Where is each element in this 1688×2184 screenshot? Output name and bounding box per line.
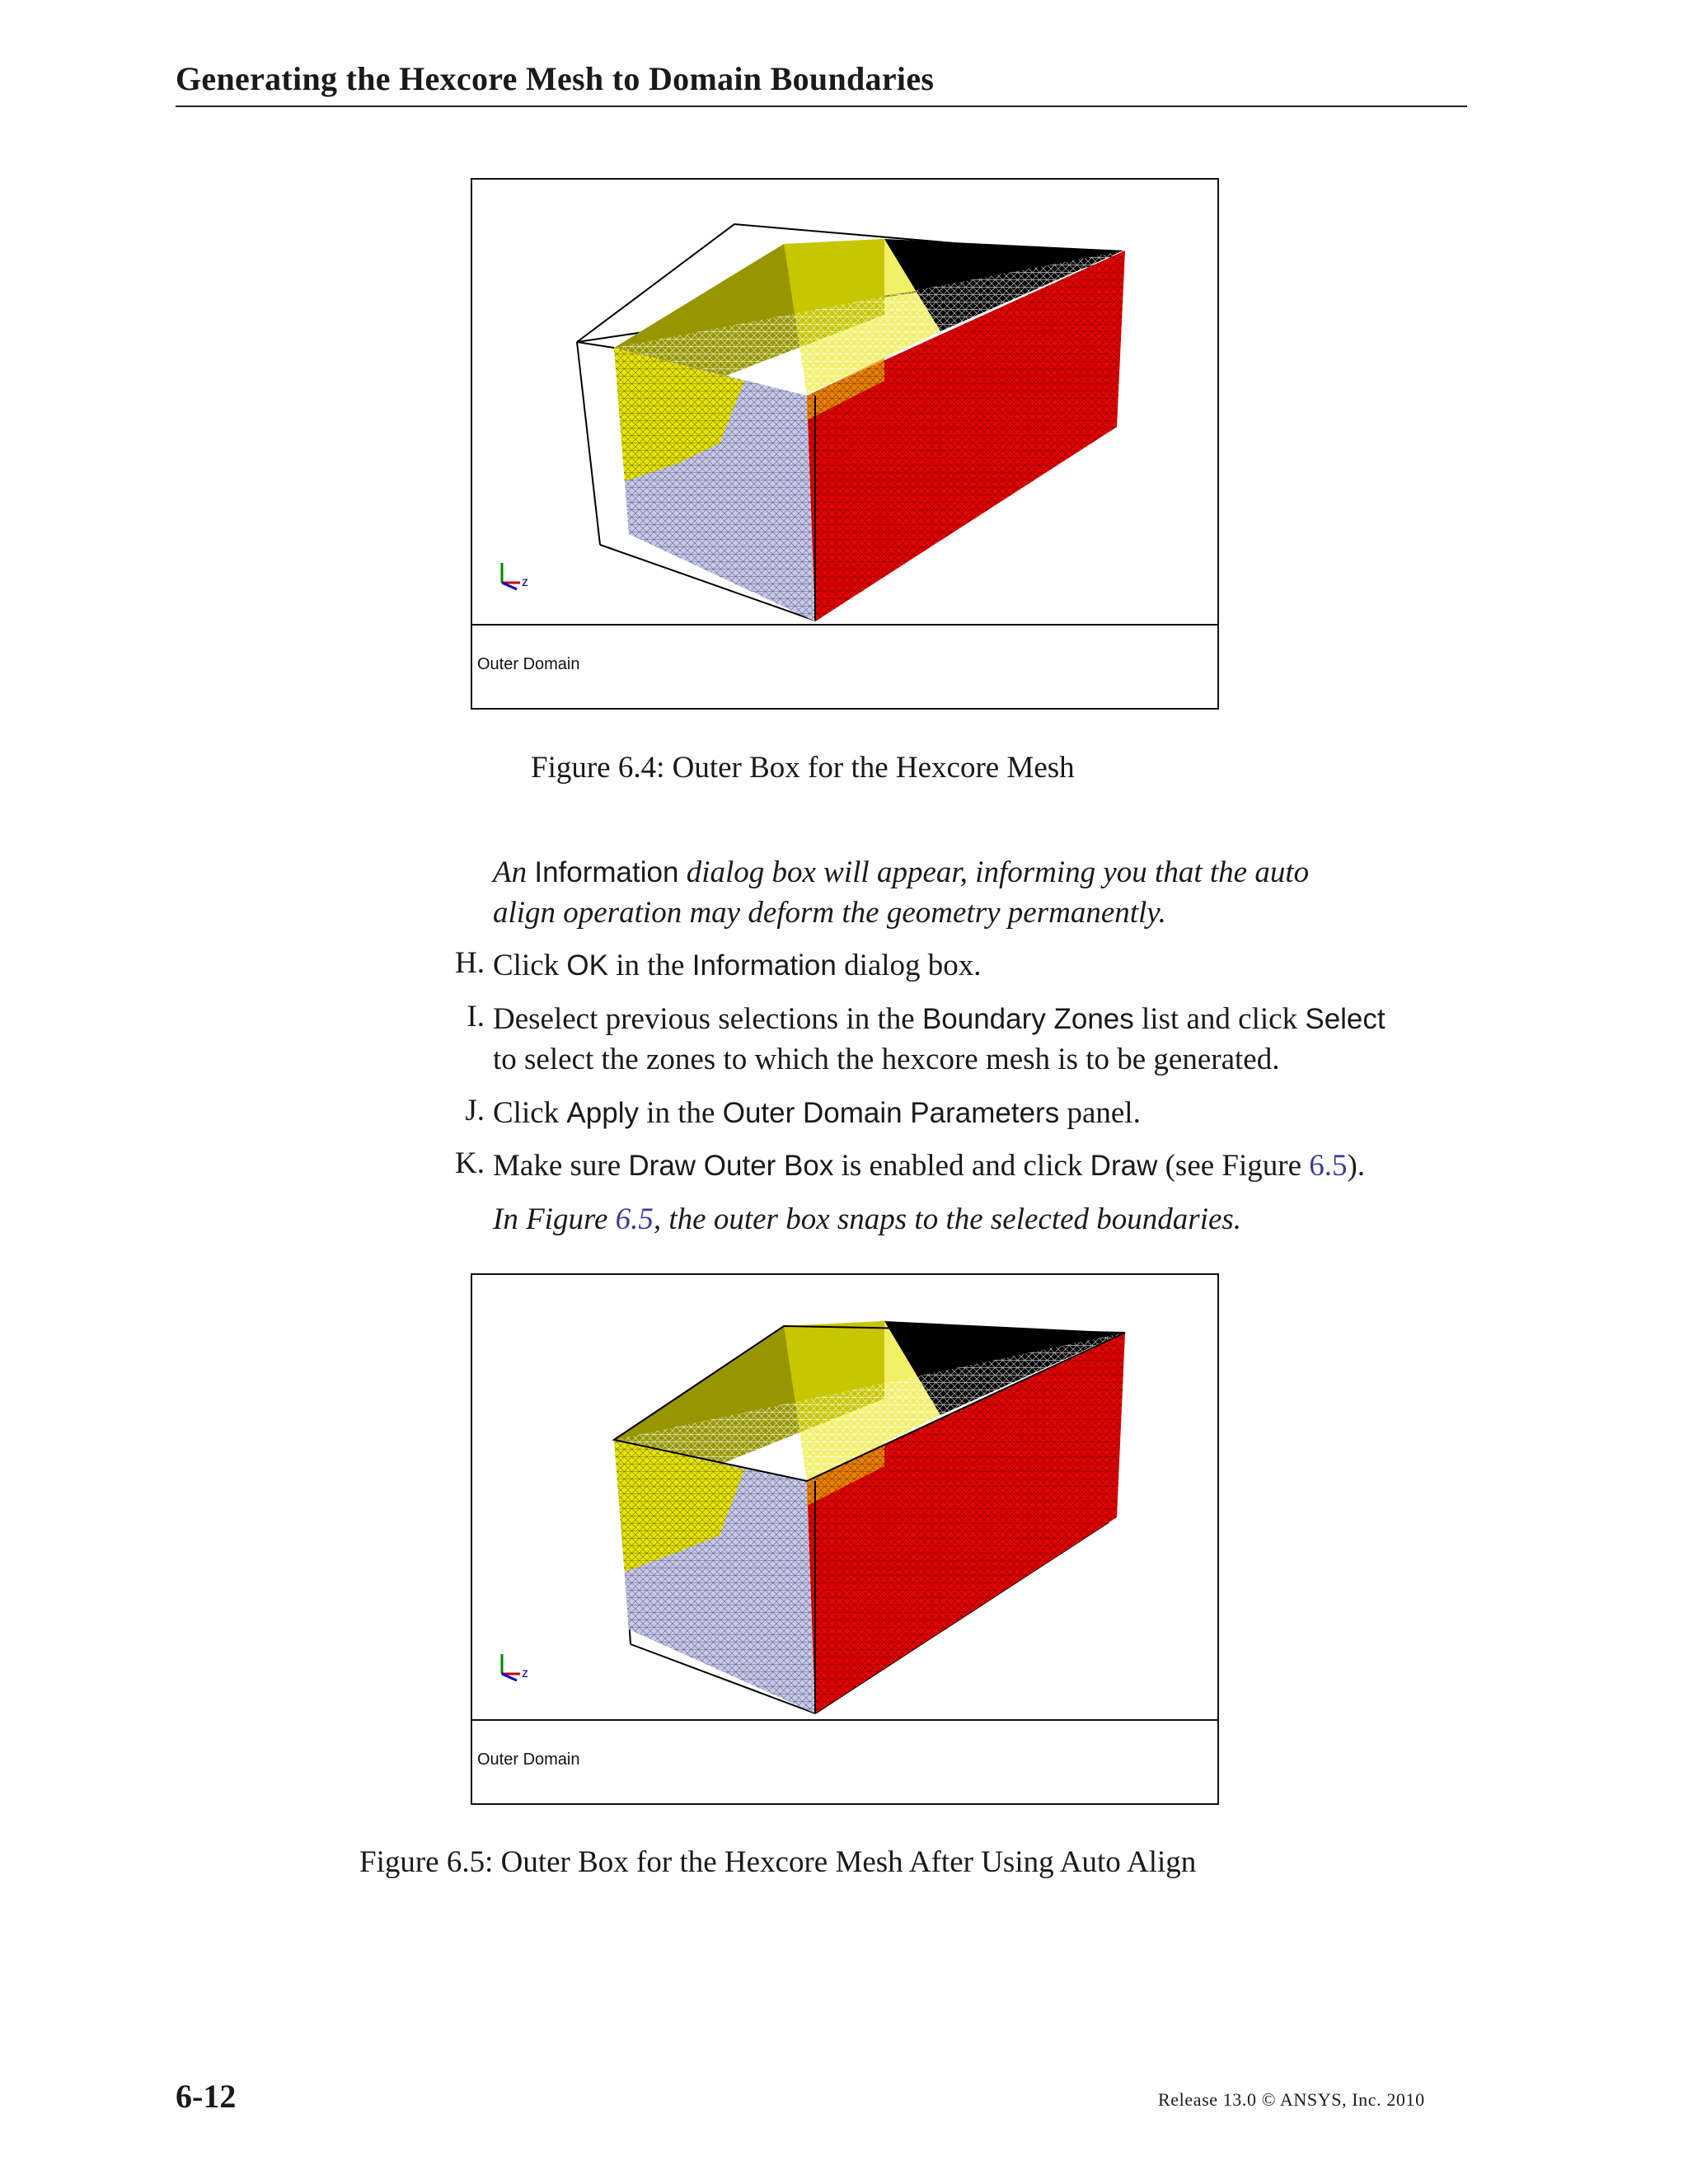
header-rule: [176, 105, 1467, 107]
list-marker: H.: [455, 946, 485, 980]
svg-text:z: z: [522, 575, 528, 589]
figure-6-5: [471, 1273, 1219, 1805]
axis-triad-icon: [502, 1654, 528, 1680]
graphics-status-bar: [472, 1719, 1217, 1803]
axis-triad-icon: [502, 563, 528, 589]
note-2: In Figure 6.5, the outer box snaps to the selected boundaries.: [493, 1202, 1242, 1236]
step-i-line-2: to select the zones to which the hexcore mesh is to be generated.: [493, 1043, 1280, 1076]
note-line-1: An Information dialog box will appear, informing you that the auto: [493, 855, 1310, 889]
list-marker: K.: [455, 1146, 485, 1180]
mesh-render: [472, 1275, 1217, 1721]
figure-caption: Figure 6.4: Outer Box for the Hexcore Mesh: [531, 751, 1075, 785]
list-marker: I.: [467, 1000, 485, 1033]
graphics-status-bar: [472, 624, 1217, 708]
mesh-left-face: [614, 348, 815, 621]
step-h: Click OK in the Information dialog box.: [493, 949, 982, 982]
step-j: Click Apply in the Outer Domain Parameters panel.: [493, 1096, 1141, 1130]
list-marker: J.: [465, 1094, 485, 1127]
step-i: Deselect previous selections in the Boundary Zones list and click Select: [493, 1002, 1386, 1036]
page-number: 6-12: [176, 2078, 237, 2115]
ui-term: Information: [534, 856, 679, 888]
note-line-2: align operation may deform the geometry permanently.: [493, 896, 1166, 930]
step-k: Make sure Draw Outer Box is enabled and click Draw (see Figure 6.5).: [493, 1149, 1366, 1183]
status-label: Outer Domain: [477, 655, 580, 673]
status-label: Outer Domain: [477, 1750, 580, 1769]
figure-6-4: [471, 178, 1219, 710]
mesh-left-face: [614, 1440, 815, 1713]
running-header: Generating the Hexcore Mesh to Domain Boundaries: [176, 60, 935, 97]
figure-caption: Figure 6.5: Outer Box for the Hexcore Mesh After Using Auto Align: [359, 1845, 1197, 1879]
mesh-render: [472, 180, 1217, 626]
svg-text:z: z: [522, 1666, 528, 1680]
release-notice: Release 13.0 © ANSYS, Inc. 2010: [1158, 2089, 1425, 2110]
figure-link[interactable]: 6.5: [615, 1202, 654, 1236]
figure-link[interactable]: 6.5: [1309, 1149, 1348, 1183]
